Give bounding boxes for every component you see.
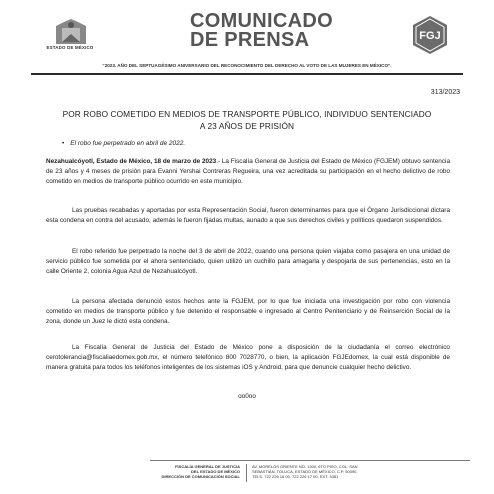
footer-left-line-3: DIRECCIÓN DE COMUNICACIÓN SOCIAL bbox=[161, 474, 240, 480]
year-motto: “2023. AÑO DEL SEPTUAGÉSIMO ANIVERSARIO DEL RECONOCIMIENTO DEL DERECHO AL VOTO DE LAS MUJERES EN MÉXICO”. bbox=[102, 63, 392, 68]
footer-right-line-1: AV. MORELOS ORIENTE NO. 1300, 6TO PISO, COL. SAN bbox=[252, 464, 358, 469]
fgj-logo-icon bbox=[410, 15, 450, 55]
state-seal-icon bbox=[48, 14, 94, 60]
title-line-2: DE PRENSA bbox=[190, 29, 310, 51]
bullet-text: El robo fue perpetrado en abril de 2022. bbox=[70, 140, 186, 147]
footer-separator bbox=[246, 464, 247, 482]
summary-bullet bbox=[62, 140, 185, 147]
header-divider bbox=[31, 73, 463, 75]
footer-divider bbox=[150, 460, 470, 461]
fgj-logo-text: FGJ bbox=[419, 30, 441, 42]
footer-institution bbox=[150, 464, 240, 480]
paragraph-5: La Fiscalía General de Justicia del Estado de México pone a disposición de la ciudadanía el correo electrónico cerotolerancia@fiscaliaedomex.gob.mx, el número telefónico 800 7028770, o bien, la aplicación FGJEdomex, la cual está disponible de manera gratuita para todos los teléfonos inteligentes de los sistemas iOS y Android, para que denuncie cualquier hecho delictivo. bbox=[46, 344, 450, 372]
footer-right-line-2: SEBASTIÁN, TOLUCA, ESTADO DE MÉXICO, C.P. 50090. bbox=[252, 469, 358, 475]
release-number: 313/2023 bbox=[430, 89, 460, 96]
paragraph-1 bbox=[46, 157, 450, 188]
paragraph-3: El robo referido fue perpetrado la noche del 3 de abril de 2022, cuando una persona quien viajaba como pasajera en una unidad de servicio público fue sometida por el ahora sentenciado, quien utilizó un cuchillo para amagarla y despojarla de sus pertenencias, esto en la calle Oriente 2, colonia Agua Azul de Nezahualcóyotl. bbox=[46, 248, 450, 276]
paragraph-4: La persona afectada denunció estos hechos ante la FGJEM, por lo que fue iniciada una investigación por robo con violencia cometido en medios de transporte público y fue detenido el responsable e ingresado al Centro Penitenciario y de Reinserción Social de la zona, donde un Juez le dictó esta condena. bbox=[46, 298, 450, 326]
paragraph-2: Las pruebas recabadas y aportadas por esta Representación Social, fueron determinantes para que el Órgano Jurisdiccional dictara esta condena en contra del acusado, además le fueron fijadas multas, aunado a que sus derechos civiles y políticos quedaron suspendidos. bbox=[46, 207, 450, 225]
footer-left-line-1: FISCALÍA GENERAL DE JUSTICIA bbox=[175, 464, 240, 469]
paragraph-1-text: .- La Fiscalía General de Justicia del Estado de México (FGJEM) obtuvo sentencia de 23 años y 4 meses de prisión para Evanni Yershai Contreras Regueira, una vez acreditada su participación en el hecho delictivo de robo cometido en medios de transporte público ocurrido en este municipio. bbox=[46, 158, 450, 186]
state-name: ESTADO DE MÉXICO bbox=[46, 45, 94, 50]
dateline: Nezahualcóyotl, Estado de México, 18 de marzo de 2023 bbox=[46, 158, 217, 165]
title-line-1: COMUNICADO bbox=[190, 10, 333, 32]
closing-mark: oo0oo bbox=[238, 393, 256, 400]
press-release-title bbox=[190, 12, 333, 50]
footer-left-line-2: DEL ESTADO DE MÉXICO bbox=[191, 469, 240, 475]
headline-line-1: POR ROBO COMETIDO EN MEDIOS DE TRANSPORTE PÚBLICO, INDIVIDUO SENTENCIADO bbox=[62, 109, 432, 119]
footer-address bbox=[252, 464, 382, 480]
bullet-dot-icon: • bbox=[62, 140, 65, 147]
headline bbox=[40, 108, 454, 132]
footer-right-line-3: TELS. 722 226 16 00, 722 226 17 00. EXT. 3381 bbox=[252, 474, 339, 480]
headline-line-2: A 23 AÑOS DE PRISIÓN bbox=[199, 121, 295, 131]
